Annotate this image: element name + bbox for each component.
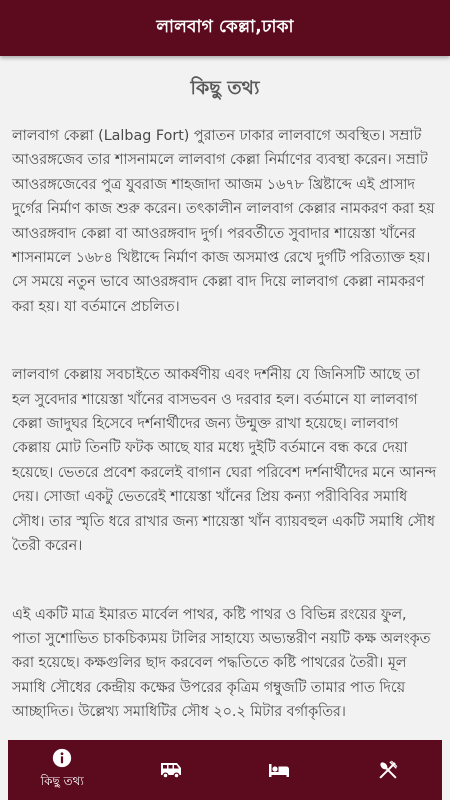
- app-bar: [0, 0, 450, 56]
- nav-item-info-label: কিছু তথ্য: [40, 774, 84, 788]
- paragraph-history: লালবাগ কেল্লা (Lalbag Fort) পুরাতন ঢাকার লালবাগে অবস্থিত। সম্রাট আওরঙ্গজেব তার শাসনামলে লালবাগ কেল্লা নির্মাণের ব্যবস্থা করেন। সম্রাট আওরঙ্গজেবের পুত্র যুবরাজ শাহজাদা আজম ১৬৭৮ খ্রিষ্টাব্দে এই প্রাসাদ দুর্গের নির্মাণ কাজ শুরু করেন। তৎকালীন লালবাগ কেল্লার নামকরণ করা হয় আওরঙ্গবাদ কেল্লা বা আওরঙ্গবাদ দুর্গ। পরবর্তীতে সুবাদার শায়েস্তা খাঁনের শাসনামলে ১৬৮৪ খিষ্টাব্দে নির্মাণ কাজ অসমাপ্ত রেখে দুর্গটি পরিত্যাক্ত হয়। সে সময়ে নতুন ভাবে আওরঙ্গবাদ কেল্লা বাদ দিয়ে লালবাগ কেল্লা নামকরণ করা হয়। যা বর্তমানে প্রচলিত।: [12, 128, 435, 315]
- nav-item-transport[interactable]: [117, 740, 226, 800]
- nav-item-info[interactable]: [8, 740, 117, 800]
- bus-icon: [159, 760, 183, 780]
- hotel-bed-icon: [267, 760, 291, 780]
- section-heading: কিছু তথ্য: [190, 77, 260, 99]
- scroll-content[interactable]: [0, 56, 450, 740]
- nav-item-restaurant[interactable]: [334, 740, 443, 800]
- bottom-navigation: [8, 740, 442, 800]
- paragraph-architecture: এই একটি মাত্র ইমারত মার্বেল পাথর, কষ্টি পাথর ও বিভিন্ন রংয়ের ফুল, পাতা সুশোভিত চাকচিক্যময় টালির সাহায্যে অভ্যন্তরীণ নয়টি কক্ষ অলংকৃত করা হয়েছে। কক্ষগুলির ছাদ করবেল পদ্ধতিতে কষ্টি পাথরের তৈরী। মূল সমাধি সৌধের কেন্দ্রীয় কক্ষের উপরের কৃত্রিম গম্বুজটি তামার পাত দিয়ে আচ্ছাদিত। উল্লেখ্য সমাধিটির সৌধ ২০.২ মিটার বর্গাকৃতির।: [12, 606, 431, 721]
- app-title: লালবাগ কেল্লা,ঢাকা: [156, 17, 294, 37]
- restaurant-icon: [377, 759, 399, 781]
- paragraph-attractions: লালবাগ কেল্লায় সবচাইতে আকর্ষণীয় এবং দর্শনীয় যে জিনিসটি আছে তা হল সুবেদার শায়েস্তা খাঁনের বাসভবন ও দরবার হল। বর্তমানে যা লালবাগ কেল্লা জাদুঘর হিসেবে দর্শনার্থীদের জন্য উন্মুক্ত রাখা হয়েছে। লালবাগ কেল্লায় মোট তিনটি ফটক আছে যার মধ্যে দুইটি বর্তমানে বন্ধ করে দেয়া হয়েছে। ভেতরে প্রবেশ করলেই বাগান ঘেরা পরিবেশ দর্শনার্থীদের মনে আনন্দ দেয়। সোজা একটু ভেতরেই শায়েস্তা খাঁনের প্রিয় কন্যা পরীবিবির সমাধি সৌধ। তার স্মৃতি ধরে রাখার জন্য শায়েস্তা খাঁন ব্যায়বহুল একটি সমাধি সৌধ তৈরী করেন।: [12, 367, 437, 555]
- info-icon: [51, 747, 73, 769]
- nav-item-hotel[interactable]: [225, 740, 334, 800]
